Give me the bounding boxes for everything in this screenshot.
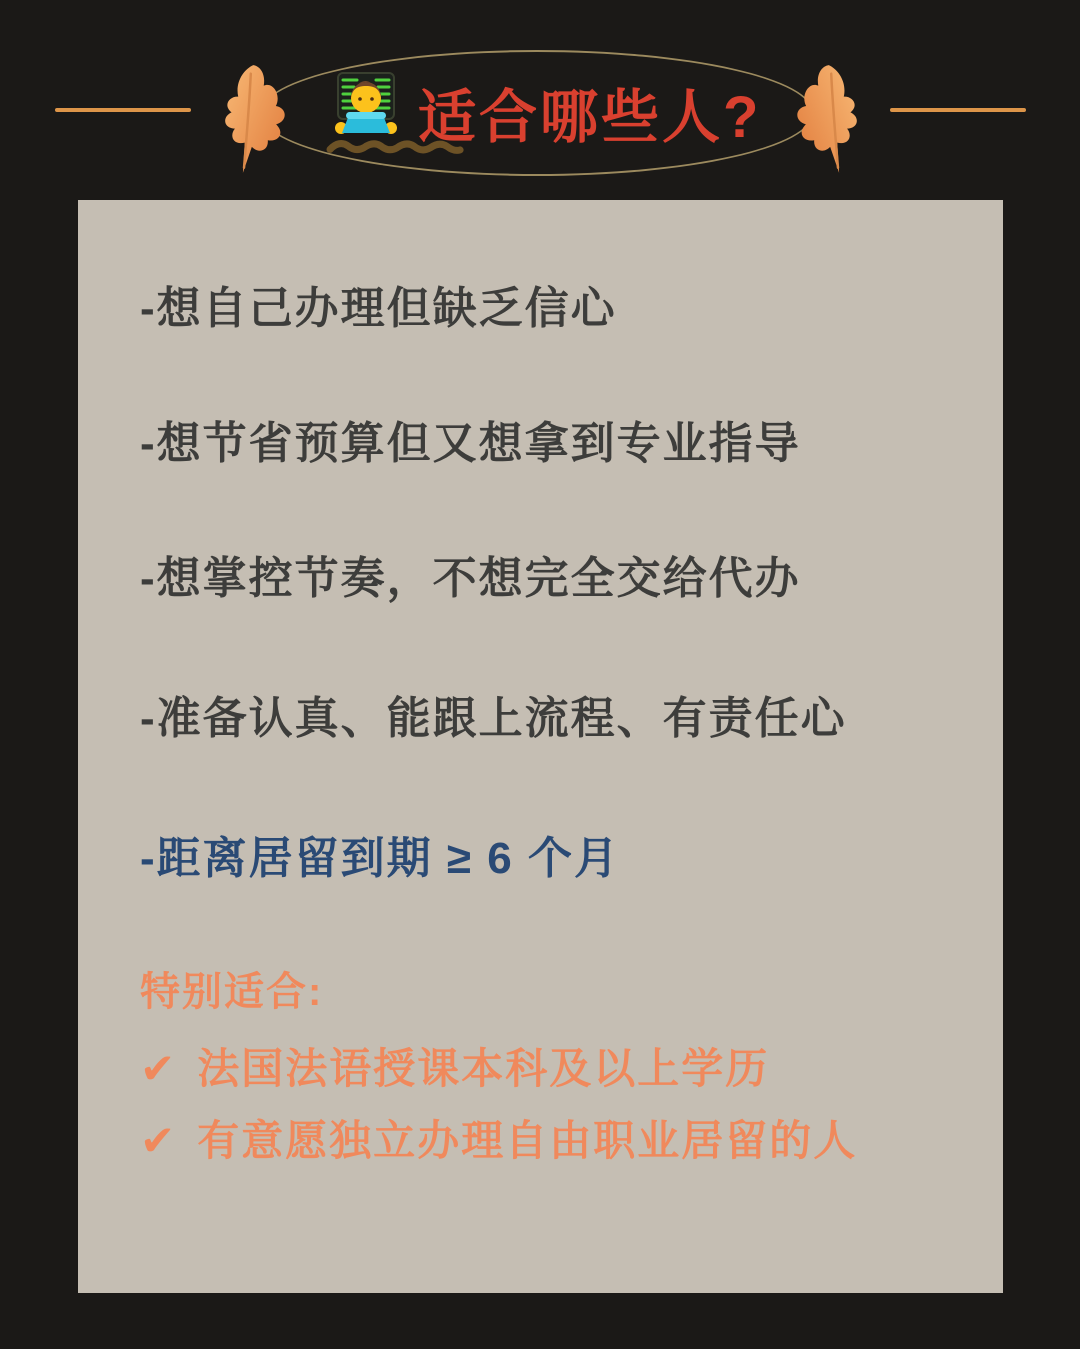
check-icon: ✔ — [140, 1117, 178, 1164]
page-title: 适合哪些人? — [418, 85, 762, 150]
bullet-item: -想掌控节奏，不想完全交给代办 — [140, 554, 801, 603]
bullet-item: -想节省预算但又想拿到专业指导 — [140, 419, 801, 468]
technologist-icon — [330, 68, 402, 140]
special-fit-text: 法国法语授课本科及以上学历 — [197, 1045, 770, 1092]
bullet-item: -想自己办理但缺乏信心 — [140, 284, 617, 333]
divider-line-left — [55, 108, 191, 112]
requirement-item: -距离居留到期 ≥ 6 个月 — [140, 834, 620, 883]
special-fit-item — [140, 1036, 769, 1096]
bullet-item: -准备认真、能跟上流程、有责任心 — [140, 694, 847, 743]
check-icon: ✔ — [140, 1045, 178, 1092]
content-card — [78, 200, 1003, 1293]
special-fit-item — [140, 1108, 857, 1168]
autumn-leaf-icon-left — [206, 58, 302, 182]
autumn-leaf-icon-right — [780, 58, 876, 182]
divider-line-right — [890, 108, 1026, 112]
special-fit-text: 有意愿独立办理自由职业居留的人 — [197, 1117, 858, 1164]
special-fit-label: 特别适合: — [140, 970, 324, 1014]
